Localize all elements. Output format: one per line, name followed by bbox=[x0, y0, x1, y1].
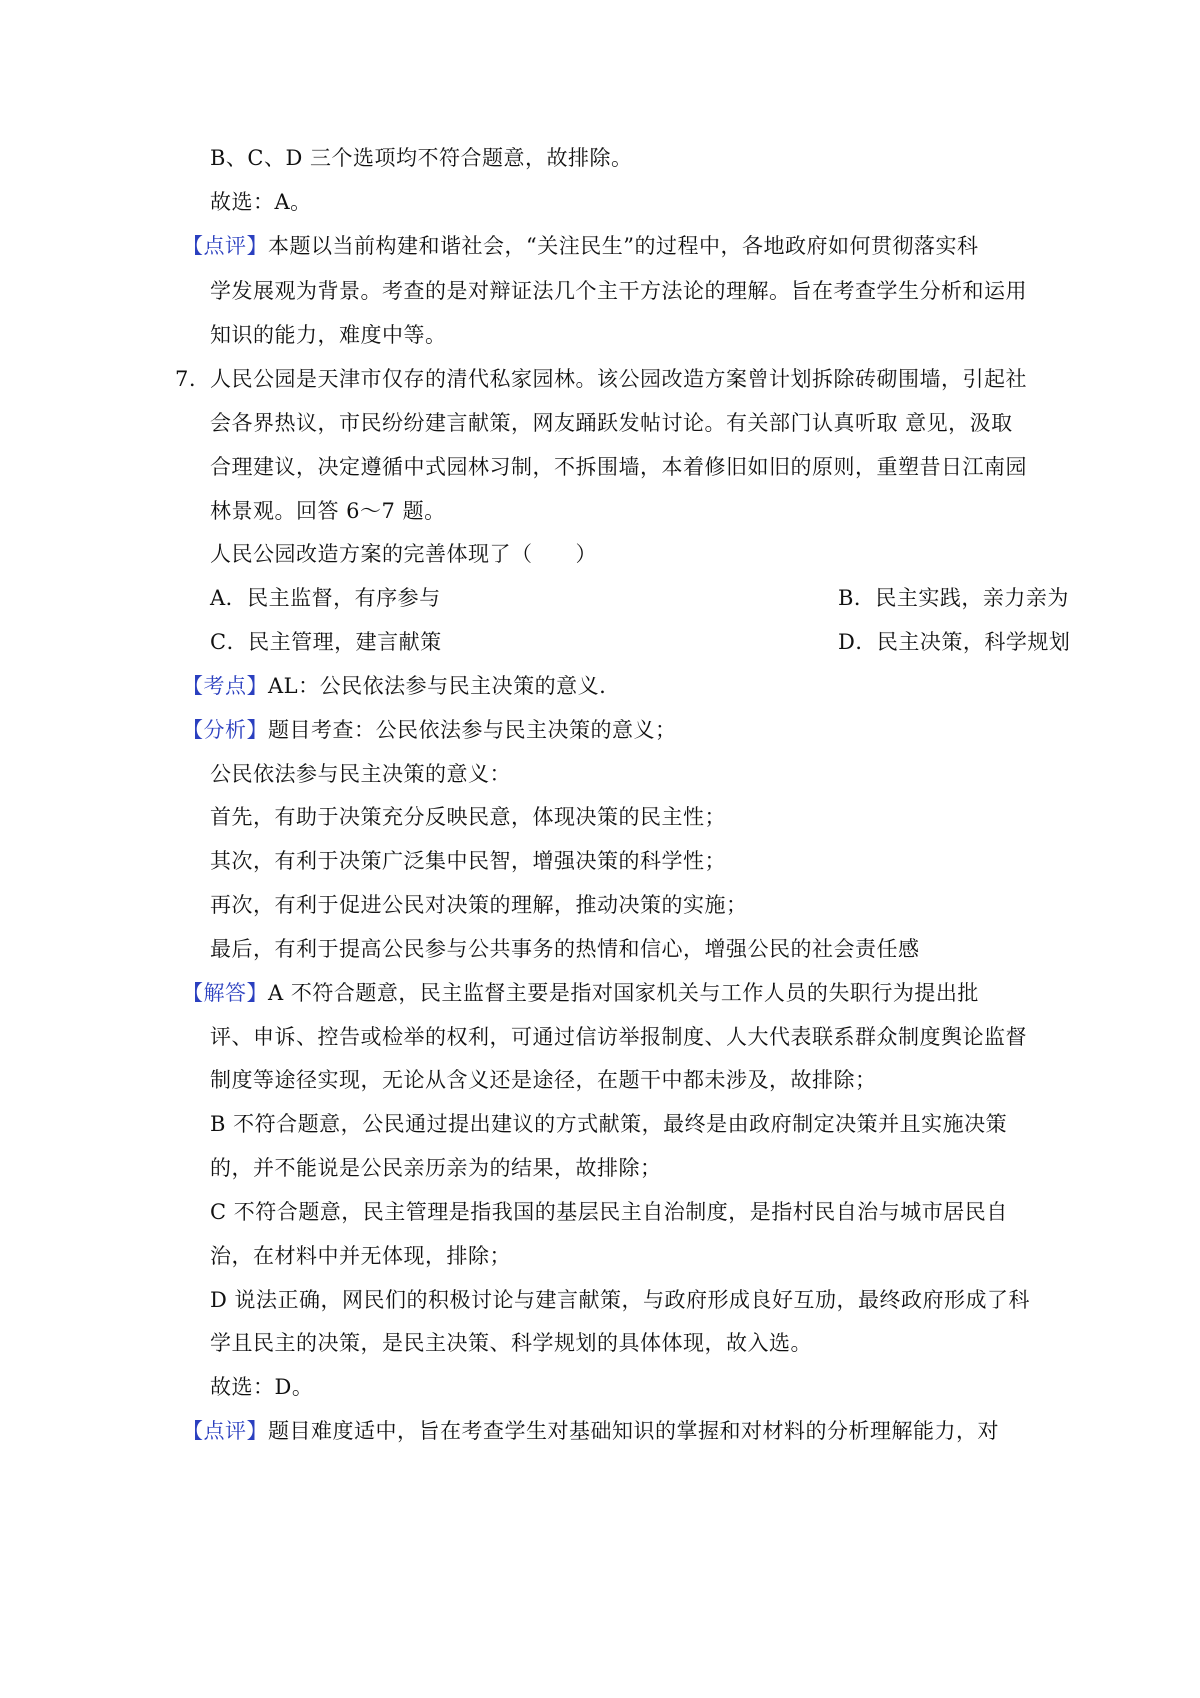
prev-comment-line: 学发展观为背景。考查的是对辩证法几个主干方法论的理解。旨在考查学生分析和运用 bbox=[210, 279, 1027, 303]
options-row bbox=[210, 584, 1069, 612]
comment-text: 本题以当前构建和谐社会，“关注民生”的过程中，各地政府如何贯彻落实科 bbox=[268, 234, 979, 258]
option-a: A．民主监督，有序参与 bbox=[210, 586, 441, 610]
jieda-choice: 故选：D。 bbox=[210, 1375, 314, 1399]
prev-comment-line: 知识的能力，难度中等。 bbox=[210, 323, 447, 347]
jieda-line: 治，在材料中并无体现，排除； bbox=[210, 1244, 511, 1268]
prev-answer-choice: 故选：A。 bbox=[210, 190, 312, 214]
fenxi-line: 其次，有利于决策广泛集中民智，增强决策的科学性； bbox=[210, 849, 726, 873]
comment-tag: 【点评】 bbox=[182, 234, 268, 258]
jieda bbox=[182, 979, 979, 1007]
question-stem-line: 林景观。回答 6～7 题。 bbox=[210, 499, 446, 523]
option-c: C．民主管理，建言献策 bbox=[210, 630, 442, 654]
jieda-tag: 【解答】 bbox=[182, 981, 268, 1005]
fenxi-line: 最后，有利于提高公民参与公共事务的热情和信心，增强公民的社会责任感 bbox=[210, 937, 920, 961]
jieda-line: 学且民主的决策，是民主决策、科学规划的具体体现，故入选。 bbox=[210, 1331, 812, 1355]
pingjia-text: 题目难度适中，旨在考查学生对基础知识的掌握和对材料的分析理解能力，对 bbox=[268, 1419, 999, 1443]
fenxi-line: 公民依法参与民主决策的意义： bbox=[210, 762, 511, 786]
question-prompt: 人民公园改造方案的完善体现了（ ） bbox=[210, 542, 597, 566]
jieda-line: C 不符合题意，民主管理是指我国的基层民主自治制度，是指村民自治与城市居民自 bbox=[210, 1200, 1008, 1224]
kaodian-tag: 【考点】 bbox=[182, 674, 268, 698]
jieda-text: A 不符合题意，民主监督主要是指对国家机关与工作人员的失职行为提出批 bbox=[268, 981, 979, 1005]
jieda-line: 评、申诉、控告或检举的权利，可通过信访举报制度、人大代表联系群众制度舆论监督 bbox=[210, 1025, 1027, 1049]
pingjia-tag: 【点评】 bbox=[182, 1419, 268, 1443]
jieda-line: B 不符合题意，公民通过提出建议的方式献策，最终是由政府制定决策并且实施决策 bbox=[210, 1112, 1008, 1136]
options-row bbox=[210, 628, 1071, 656]
kaodian-text: AL：公民依法参与民主决策的意义. bbox=[268, 674, 607, 698]
option-d: D．民主决策，科学规划 bbox=[838, 630, 1071, 654]
kaodian bbox=[182, 672, 606, 700]
question-number: 7. bbox=[175, 367, 197, 391]
jieda-line: 的，并不能说是公民亲历亲为的结果，故排除； bbox=[210, 1156, 662, 1180]
fenxi-line: 再次，有利于促进公民对决策的理解，推动决策的实施； bbox=[210, 893, 748, 917]
pingjia bbox=[182, 1417, 999, 1445]
fenxi bbox=[182, 716, 677, 744]
option-b: B．民主实践，亲力亲为 bbox=[838, 586, 1069, 610]
question-stem-line: 合理建议，决定遵循中式园林习制，不拆围墙，本着修旧如旧的原则，重塑昔日江南园 bbox=[210, 455, 1027, 479]
fenxi-line: 首先，有助于决策充分反映民意，体现决策的民主性； bbox=[210, 805, 726, 829]
fenxi-text: 题目考查：公民依法参与民主决策的意义； bbox=[268, 718, 677, 742]
question-stem-line: 人民公园是天津市仅存的清代私家园林。该公园改造方案曾计划拆除砖砌围墙，引起社 bbox=[210, 367, 1027, 391]
jieda-line: D 说法正确，网民们的积极讨论与建言献策，与政府形成良好互劢，最终政府形成了科 bbox=[210, 1288, 1031, 1312]
prev-comment bbox=[182, 232, 978, 260]
jieda-line: 制度等途径实现，无论从含义还是途径，在题干中都未涉及，故排除； bbox=[210, 1068, 877, 1092]
prev-answer-line: B、C、D 三个选项均不符合题意，故排除。 bbox=[210, 146, 633, 170]
question-stem-line: 会各界热议，市民纷纷建言献策，网友踊跃发帖讨论。有关部门认真听取 意见，汲取 bbox=[210, 411, 1013, 435]
fenxi-tag: 【分析】 bbox=[182, 718, 268, 742]
